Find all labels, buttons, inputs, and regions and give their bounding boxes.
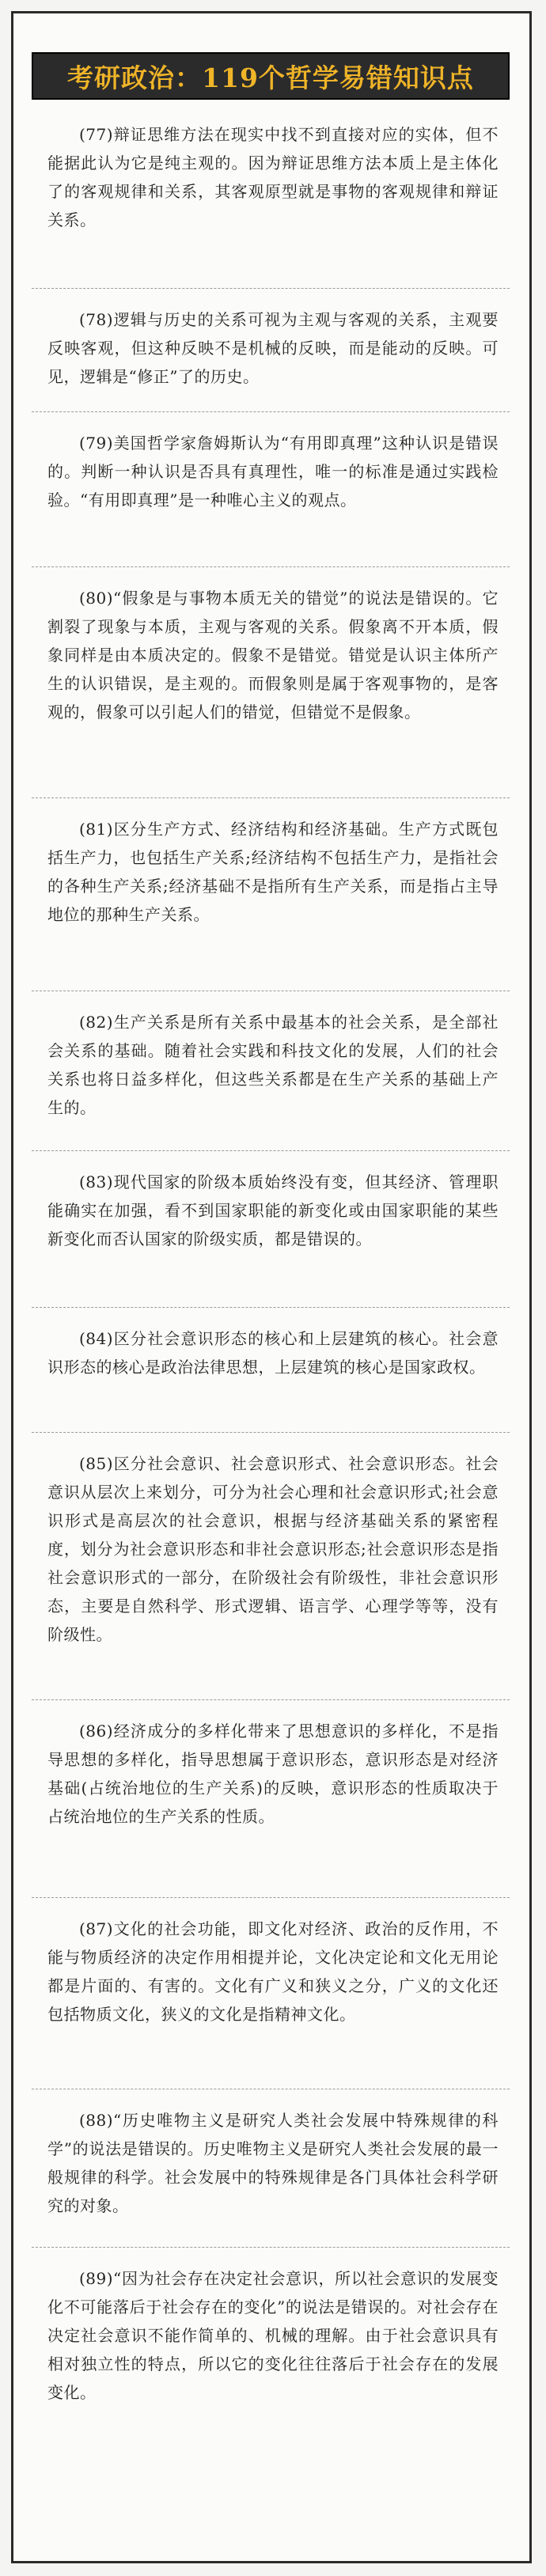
knowledge-point-85: (85)区分社会意识、社会意识形式、社会意识形态。社会意识从层次上来划分，可分为社会心理和社会意识形式;社会意识形式是高层次的社会意识，根据与经济基础关系的紧密程度，划分为社会意识形态和非社会意识形态;社会意识形态是指社会意识形式的一部分，在阶级社会有阶级性，非社会意识形态，主要是自然科学、形式逻辑、语言学、心理学等等，没有阶级性。 [47,1454,499,1644]
knowledge-point-83: (83)现代国家的阶级本质始终没有变，但其经济、管理职能确实在加强，看不到国家职能的新变化或由国家职能的某些新变化而否认国家的阶级实质，都是错误的。 [47,1172,499,1248]
knowledge-point-77: (77)辩证思维方法在现实中找不到直接对应的实体，但不能据此认为它是纯主观的。因为辩证思维方法本质上是主体化了的客观规律和关系，其客观原型就是事物的客观规律和辩证关系。 [47,125,499,229]
divider [32,797,510,798]
knowledge-point-88: (88)“历史唯物主义是研究人类社会发展中特殊规律的科学”的说法是错误的。历史唯物主义是研究人类社会发展的最一般规律的科学。社会发展中的特殊规律是各门具体社会科学研究的对象。 [47,2111,499,2215]
page-title: 考研政治：119个哲学易错知识点 [67,62,474,93]
knowledge-point-86: (86)经济成分的多样化带来了思想意识的多样化，不是指导思想的多样化，指导思想属于意识形态，意识形态是对经济基础(占统治地位的生产关系)的反映，意识形态的性质取决于占统治地位的生产关系的性质。 [47,1722,499,1826]
knowledge-point-87: (87)文化的社会功能，即文化对经济、政治的反作用，不能与物质经济的决定作用相提并论，文化决定论和文化无用论都是片面的、有害的。文化有广义和狭义之分，广义的文化还包括物质文化，狭义的文化是指精神文化。 [47,1919,499,2024]
knowledge-point-80: (80)“假象是与事物本质无关的错觉”的说法是错误的。它割裂了现象与本质，主观与客观的关系。假象离不开本质，假象同样是由本质决定的。假象不是错觉。错觉是认识主体所产生的认识错误，是主观的。而假象则是属于客观事物的，是客观的，假象可以引起人们的错觉，但错觉不是假象。 [47,589,499,722]
knowledge-point-81: (81)区分生产方式、经济结构和经济基础。生产方式既包括生产力，也包括生产关系;经济结构不包括生产力，是指社会的各种生产关系;经济基础不是指所有生产关系，而是指占主导地位的那种生产关系。 [47,820,499,924]
knowledge-point-78: (78)逻辑与历史的关系可视为主观与客观的关系，主观要反映客观，但这种反映不是机械的反映，而是能动的反映。可见，逻辑是“修正”了的历史。 [47,310,499,386]
divider [32,1897,510,1898]
divider [32,411,510,412]
divider [32,1432,510,1433]
divider [32,566,510,567]
divider [32,2247,510,2248]
divider [32,1699,510,1700]
knowledge-point-89: (89)“因为社会存在决定社会意识，所以社会意识的发展变化不可能落后于社会存在的变化”的说法是错误的。对社会存在决定社会意识不能作简单的、机械的理解。由于社会意识具有相对独立性的特点，所以它的变化往往落后于社会存在的发展变化。 [47,2269,499,2402]
title-banner [32,52,510,100]
knowledge-point-82: (82)生产关系是所有关系中最基本的社会关系，是全部社会关系的基础。随着社会实践和科技文化的发展，人们的社会关系也将日益多样化，但这些关系都是在生产关系的基础上产生的。 [47,1013,499,1117]
divider [32,288,510,289]
divider [32,1150,510,1151]
knowledge-point-79: (79)美国哲学家詹姆斯认为“有用即真理”这种认识是错误的。判断一种认识是否具有真理性，唯一的标准是通过实践检验。“有用即真理”是一种唯心主义的观点。 [47,434,499,510]
divider [32,1307,510,1308]
knowledge-point-84: (84)区分社会意识形态的核心和上层建筑的核心。社会意识形态的核心是政治法律思想，上层建筑的核心是国家政权。 [47,1329,499,1377]
